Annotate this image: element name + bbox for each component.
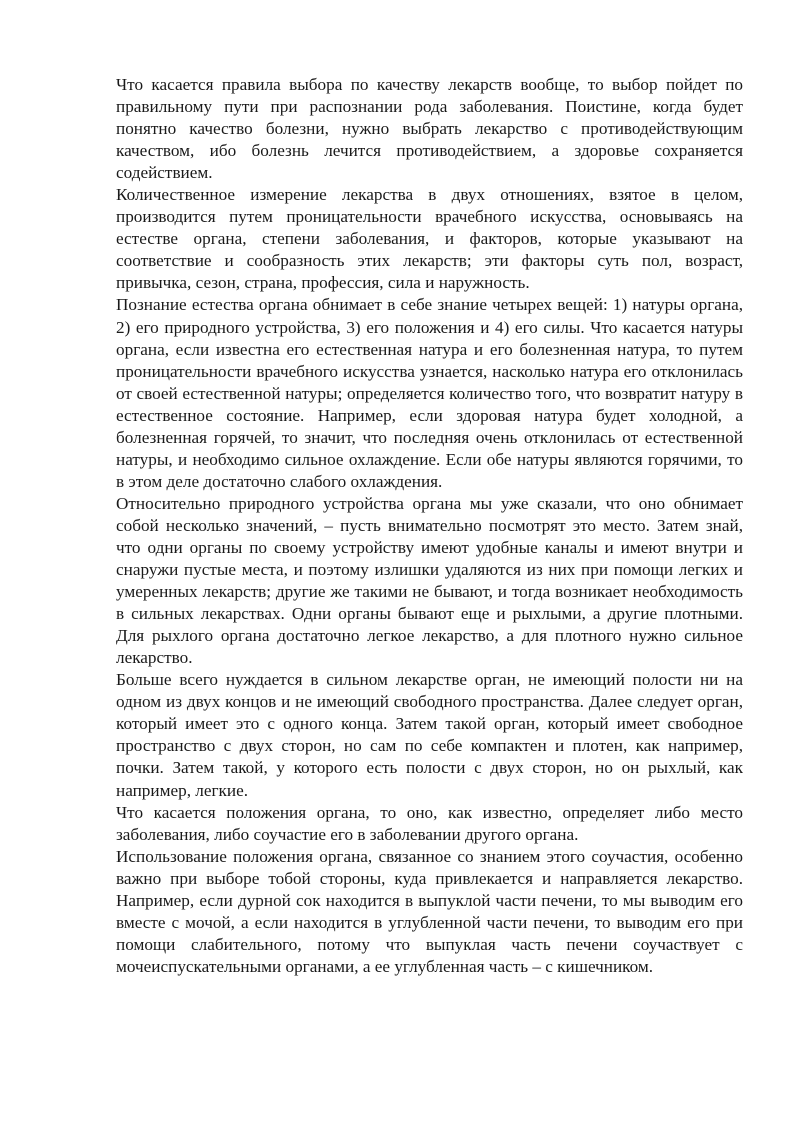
- paragraph-6: Что касается положения органа, то оно, как известно, определяет либо место заболевания, либо соучастие его в заболевании другого органа.: [116, 802, 743, 844]
- paragraph-2: Количественное измерение лекарства в двух отношениях, взятое в целом, производится путем проницательности врачебного искусства, основываясь на естестве органа, степени заболевания, и факторов, которые указывают на соответствие и сообразность этих лекарств; эти факторы суть пол, возраст, привычка, сезон, страна, профессия, сила и наружность.: [116, 185, 743, 293]
- paragraph-7: Использование положения органа, связанное со знанием этого соучастия, особенно важно при выборе тобой стороны, куда привлекается и направляется лекарство. Например, если дурной сок находится в выпуклой части печени, то мы выводим его вместе с мочой, а если находится в углубленной части печени, то выводим его при помощи слабительного, потому что выпуклая часть печени соучаствует с мочеиспускательными органами, а ее углубленная часть – с кишечником.: [116, 846, 743, 976]
- paragraph-1: Что касается правила выбора по качеству лекарств вообще, то выбор пойдет по правильному пути при распознании рода заболевания. Поистине, когда будет понятно качество болезни, нужно выбрать лекарство с противодействующим качеством, ибо болезнь лечится противодействием, а здоровье сохраняется содействием.: [116, 75, 743, 183]
- paragraph-5: Больше всего нуждается в сильном лекарстве орган, не имеющий полости ни на одном из двух концов и не имеющий свободного пространства. Далее следует орган, который имеет это с одного конца. Затем такой орган, который имеет свободное пространство с двух сторон, но сам по себе компактен и плотен, как например, почки. Затем такой, у которого есть полости с двух сторон, но он рыхлый, как например, легкие.: [116, 670, 743, 800]
- document-page: [116, 74, 743, 978]
- paragraph-4: Относительно природного устройства органа мы уже сказали, что оно обнимает собой несколько значений, – пусть внимательно посмотрят это место. Затем знай, что одни органы по своему устройству имеют удобные каналы и имеют внутри и снаружи пустые места, и поэтому излишки удаляются из них при помощи легких и умеренных лекарств; другие же такими не бывают, и тогда возникает необходимость в сильных лекарствах. Одни органы бывают еще и рыхлыми, а другие плотными. Для рыхлого органа достаточно легкое лекарство, а для плотного нужно сильное лекарство.: [116, 493, 743, 668]
- paragraph-3: Познание естества органа обнимает в себе знание четырех вещей: 1) натуры органа, 2) его природного устройства, 3) его положения и 4) его силы. Что касается натуры органа, если известна его естественная натура и его болезненная натура, то путем проницательности врачебного искусства узнается, насколько натура его отклонилась от своей естественной натуры; определяется количество того, что возвратит натуру в естественное состояние. Например, если здоровая натура будет холодной, а болезненная горячей, то значит, что последняя очень отклонилась от естественной натуры, и необходимо сильное охлаждение. Если обе натуры являются горячими, то в этом деле достаточно слабого охлаждения.: [116, 295, 743, 491]
